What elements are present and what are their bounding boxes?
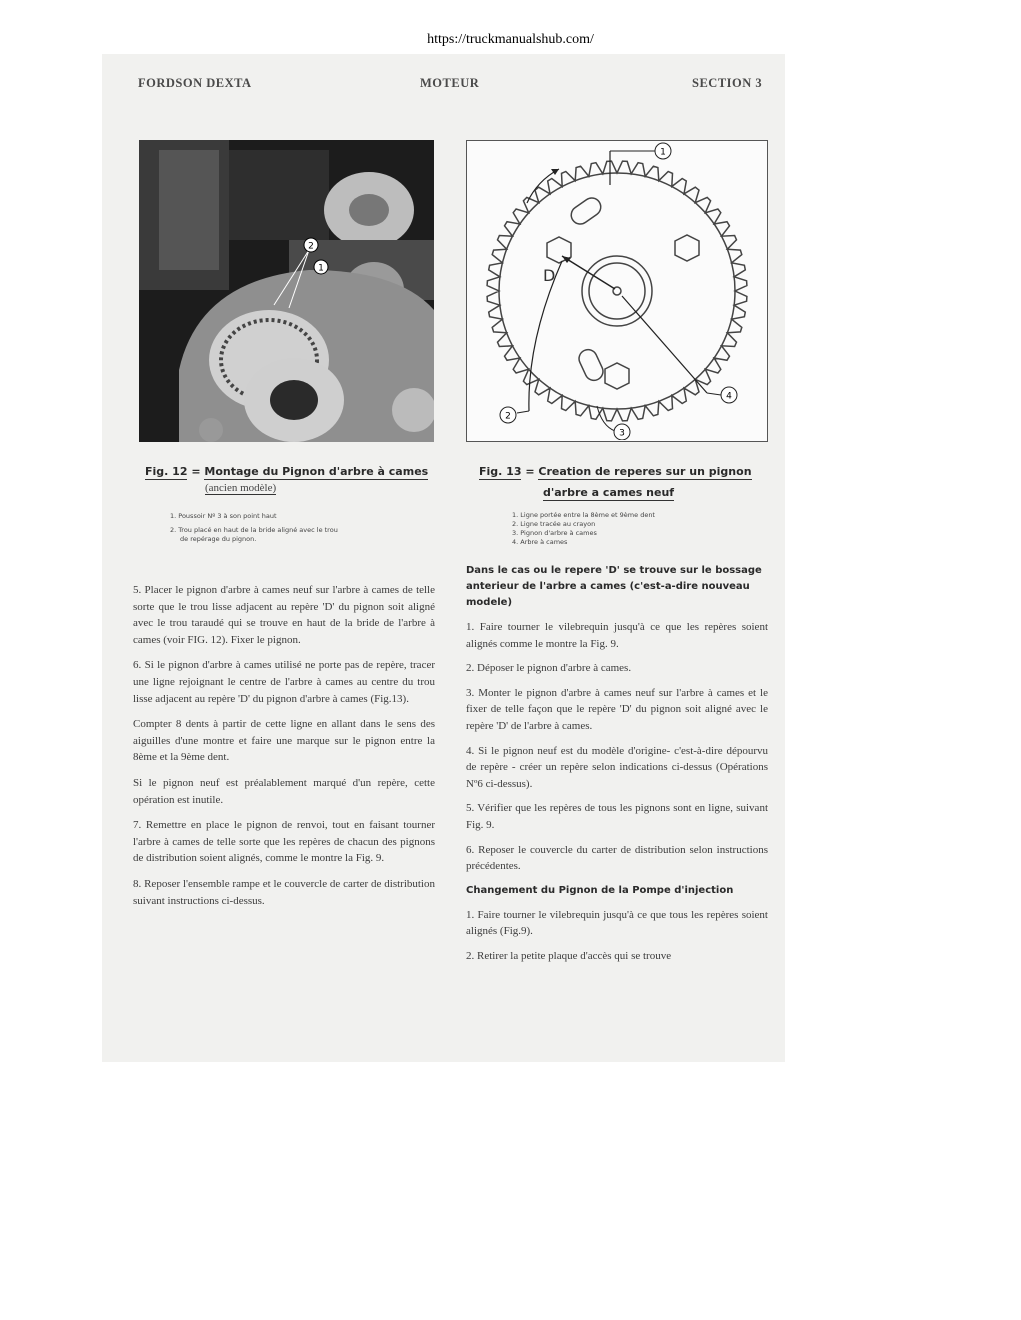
section-heading: Changement du Pignon de la Pompe d'injection: [466, 884, 734, 896]
paragraph: 4. Si le pignon neuf est du modèle d'origine- c'est-à-dire dépourvu de repère - créer un repère selon indications ci-dessus (Opérations Nº6 ci-dessus).: [466, 744, 768, 790]
engine-photo-illustration: [139, 140, 434, 442]
header-model: FORDSON DEXTA: [138, 76, 252, 90]
legend-item: 2. Trou placé en haut de la bride aligné avec le trou: [170, 526, 338, 534]
fig13-callout-1: 1: [660, 147, 666, 158]
fig12-caption: [145, 465, 428, 478]
fig12-legend: [170, 512, 338, 544]
paragraph: 6. Si le pignon d'arbre à cames utilisé ne porte pas de repère, tracer une ligne rejoignant le centre de l'arbre à cames au centre du trou lisse adjacent au repère 'D' du pignon d'arbre à cames (Fig.13).: [133, 659, 435, 705]
gear-diagram: [467, 141, 766, 440]
fig13-callout-3: 3: [619, 428, 625, 439]
fig12-subtitle: (ancien modèle): [205, 482, 277, 494]
paragraph: 5. Placer le pignon d'arbre à cames neuf sur l'arbre à cames de telle sorte que le trou lisse adjacent au repère 'D' du pignon soit aligné avec le trou taraudé qui se trouve en haut de la bride de l'arbre à cames (voir FIG. 12). Fixer le pignon.: [133, 584, 435, 646]
fig13-diagram: [466, 140, 768, 442]
right-column: [466, 563, 768, 973]
fig13-callout-2: 2: [505, 411, 511, 422]
paragraph: 6. Reposer le couvercle du carter de distribution selon instructions précédentes.: [466, 843, 768, 873]
fig13-callout-4: 4: [726, 391, 732, 402]
legend-item: 1. Poussoir Nº 3 à son point haut: [170, 512, 277, 520]
paragraph: 3. Monter le pignon d'arbre à cames neuf sur l'arbre à cames et le fixer de telle façon que le repère 'D' du pignon soit aligné avec le repère 'D' de l'arbre à cames.: [466, 686, 768, 732]
left-column: [133, 582, 435, 918]
fig12-callout-1: 1: [318, 263, 324, 274]
legend-item: de repérage du pignon.: [180, 535, 257, 543]
header-chapter: MOTEUR: [420, 76, 480, 90]
fig13-caption-line2: [543, 486, 674, 499]
source-url[interactable]: https://truckmanualshub.com/: [427, 32, 594, 47]
section-heading: Dans le cas ou le repere 'D' se trouve sur le bossage anterieur de l'arbre a cames (c'est-a-dire nouveau modele): [466, 565, 762, 608]
paragraph: Si le pignon neuf est préalablement marqué d'un repère, cette opération est inutile.: [133, 776, 435, 806]
legend-item: 1. Ligne portée entre la 8ème et 9ème dent: [512, 511, 655, 519]
paragraph: 2. Retirer la petite plaque d'accès qui se trouve: [466, 949, 672, 962]
fig13-title-line2: d'arbre a cames neuf: [543, 486, 675, 499]
paragraph: 2. Déposer le pignon d'arbre à cames.: [466, 662, 632, 675]
gear-teeth: [487, 161, 747, 421]
paragraph: 5. Vérifier que les repères de tous les pignons sont en ligne, suivant Fig. 9.: [466, 802, 768, 831]
fig12-number: Fig. 12: [145, 465, 188, 478]
camshaft-gear-icon: [487, 161, 747, 421]
fig12-photo: [139, 140, 434, 442]
header-section: SECTION 3: [692, 76, 763, 90]
legend-item: 3. Pignon d'arbre à cames: [512, 529, 597, 537]
mark-d-label: D: [543, 266, 556, 285]
fig13-title-line1: Creation de reperes sur un pignon: [538, 465, 752, 478]
paragraph: 1. Faire tourner le vilebrequin jusqu'à ce que les repères soient alignés comme le montre la Fig. 9.: [466, 621, 768, 650]
fig13-caption: [479, 465, 752, 478]
fig12-equals: =: [191, 465, 201, 478]
fig13-number: Fig. 13: [479, 465, 522, 478]
fig13-legend: [512, 511, 655, 547]
legend-item: 2. Ligne tracée au crayon: [512, 520, 596, 528]
fig12-callout-2: 2: [308, 241, 314, 252]
paragraph: 1. Faire tourner le vilebrequin jusqu'à ce que tous les repères soient alignés (Fig.9).: [466, 908, 768, 938]
fig13-equals: =: [525, 465, 535, 478]
legend-item: 4. Arbre à cames: [512, 538, 568, 546]
paragraph: 7. Remettre en place le pignon de renvoi, tout en faisant tourner l'arbre à cames de telle sorte que les repères de chacun des pignons de distribution soient alignés, comme le montre la Fig. 9.: [133, 819, 435, 865]
fig12-title: Montage du Pignon d'arbre à cames: [204, 465, 429, 478]
paragraph: Compter 8 dents à partir de cette ligne en allant dans le sens des aiguilles d'une montre et faire une marque sur le pignon entre la 8ème et la 9ème dent.: [133, 718, 435, 764]
paragraph: 8. Reposer l'ensemble rampe et le couvercle de carter de distribution suivant instructions ci-dessus.: [133, 877, 435, 907]
